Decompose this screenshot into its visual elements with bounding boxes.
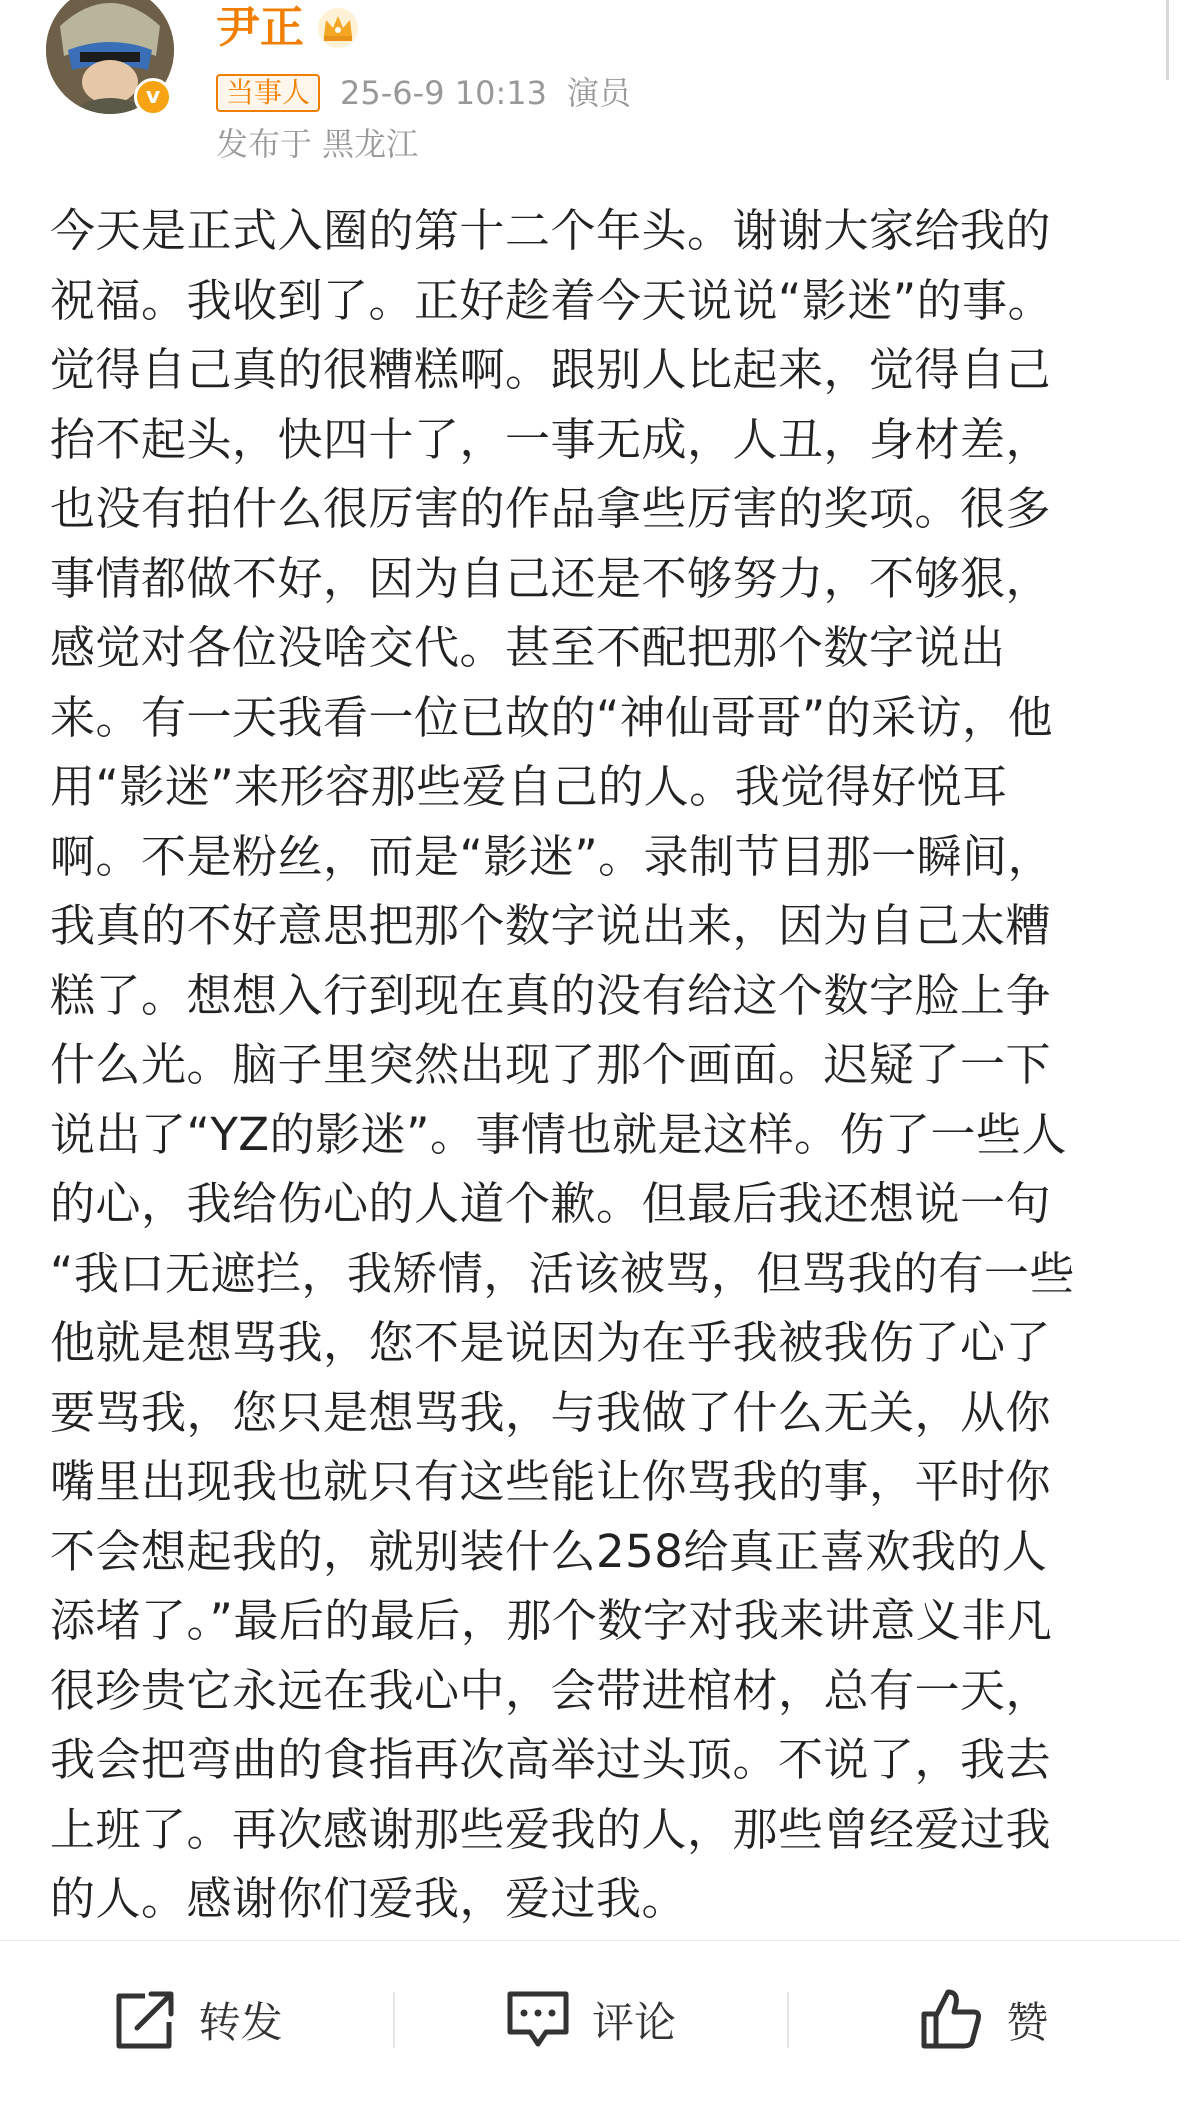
action-bar — [0, 1950, 1180, 2090]
post-header — [0, 0, 1180, 190]
post-text-line: 他就是想骂我，您不是说因为在乎我被我伤了心了 — [50, 1316, 1052, 1369]
verified-v-icon: v — [134, 78, 172, 116]
post-content — [50, 196, 1140, 1934]
crown-icon — [316, 6, 360, 50]
share-icon — [111, 1986, 179, 2054]
post-text-line: 要骂我，您只是想骂我，与我做了什么无关，从你 — [50, 1385, 1052, 1439]
like-button[interactable] — [787, 1950, 1180, 2090]
share-label: 转发 — [198, 1998, 283, 2047]
share-button[interactable] — [0, 1950, 393, 2090]
post-text-line: 不会想起我的，就别装什么258给真正喜欢我的人 — [50, 1524, 1048, 1578]
post-text-line: 的人。感谢你们爱我，爱过我。 — [50, 1872, 688, 1925]
post-text-line: 事情都做不好，因为自己还是不够努力，不够狠， — [50, 551, 1052, 605]
party-tag: 当事人 — [216, 74, 320, 112]
like-thumb-icon — [918, 1986, 986, 2054]
post-text-line: 的心，我给伤心的人道个歉。但最后我还想说一句 — [50, 1177, 1052, 1230]
post-location: 发布于 黑龙江 — [216, 125, 419, 163]
user-role: 演员 — [566, 74, 631, 112]
username-row — [216, 0, 360, 56]
divider — [0, 1940, 1180, 1941]
post-text-line: 用“影迷”来形容那些爱自己的人。我觉得好悦耳 — [50, 760, 1008, 813]
post-text-line: 糕了。想想入行到现在真的没有给这个数字脸上争 — [50, 968, 1052, 1022]
username[interactable]: 尹正 — [216, 2, 304, 53]
scrollbar — [1166, 0, 1180, 80]
post-text-line: 来。有一天我看一位已故的“神仙哥哥”的采访，他 — [50, 690, 1054, 744]
post-text-line: 上班了。再次感谢那些爱我的人，那些曾经爱过我 — [50, 1802, 1052, 1856]
post-text-line: 感觉对各位没啥交代。甚至不配把那个数字说出 — [50, 621, 1006, 674]
timestamp: 25-6-9 10:13 — [340, 74, 547, 112]
post-text-line: 今天是正式入圈的第十二个年头。谢谢大家给我的 — [50, 204, 1052, 257]
like-label: 赞 — [1006, 1998, 1049, 2047]
post-text-line: 觉得自己真的很糟糕啊。跟别人比起来，觉得自己 — [50, 343, 1052, 396]
post-meta — [216, 72, 631, 114]
post-text-line: 啊。不是粉丝，而是“影迷”。录制节目那一瞬间， — [50, 829, 1054, 883]
post-text-line: “我口无遮拦，我矫情，活该被骂，但骂我的有一些 — [50, 1246, 1075, 1300]
comment-icon — [504, 1986, 572, 2054]
post-text-line: 也没有拍什么很厉害的作品拿些厉害的奖项。很多 — [50, 482, 1052, 535]
post-text-line: 我会把弯曲的食指再次高举过头顶。不说了，我去 — [50, 1733, 1052, 1786]
post-text-line: 什么光。脑子里突然出现了那个画面。迟疑了一下 — [50, 1038, 1052, 1091]
post-text-line: 很珍贵它永远在我心中，会带进棺材，总有一天， — [50, 1663, 1052, 1717]
comment-button[interactable] — [393, 1950, 786, 2090]
post-text-line: 祝福。我收到了。正好趁着今天说说“影迷”的事。 — [50, 273, 1054, 327]
post-text-line: 嘴里出现我也就只有这些能让你骂我的事，平时你 — [50, 1455, 1052, 1508]
post-text-line: 我真的不好意思把那个数字说出来，因为自己太糟 — [50, 899, 1052, 952]
post-text-line: 抬不起头，快四十了，一事无成，人丑，身材差， — [50, 412, 1052, 466]
post-text-line: 添堵了。”最后的最后，那个数字对我来讲意义非凡 — [50, 1594, 1053, 1647]
comment-label: 评论 — [591, 1998, 676, 2047]
post-text-line: 说出了“YZ的影迷”。事情也就是这样。伤了一些人 — [50, 1107, 1067, 1161]
